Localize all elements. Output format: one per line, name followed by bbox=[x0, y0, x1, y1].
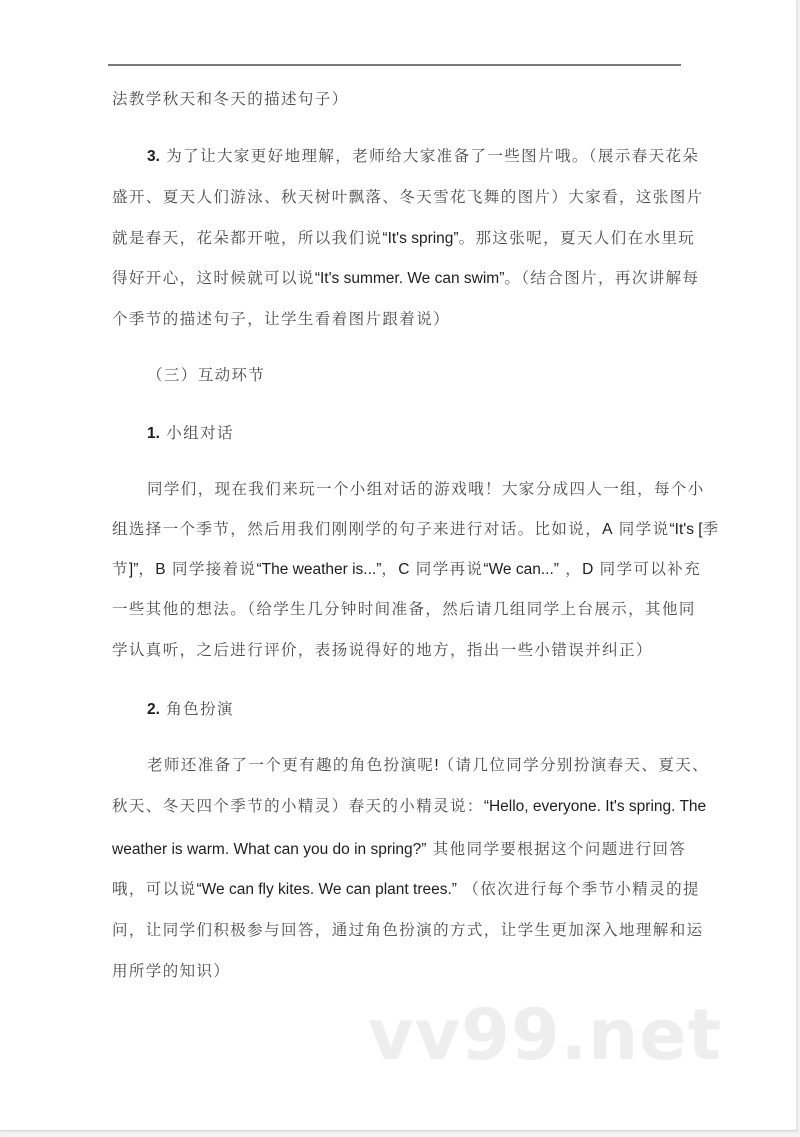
text: （依次进行每个季节小精灵的提 bbox=[456, 880, 700, 898]
english-phrase: “It's summer. We can swim” bbox=[314, 270, 505, 287]
english-letter: D bbox=[582, 561, 594, 578]
text: 个季节的描述句子，让学生看着图片跟着说） bbox=[112, 310, 451, 328]
sub1-line-5 bbox=[112, 639, 686, 661]
sub-number: 1. bbox=[147, 425, 160, 442]
text: 同学再说 bbox=[409, 560, 484, 578]
step3-line-1 bbox=[147, 145, 700, 168]
english-letter: B bbox=[155, 561, 166, 578]
text: 节 bbox=[112, 560, 129, 578]
english-phrase: ]” bbox=[128, 561, 139, 578]
text: ， bbox=[138, 560, 156, 578]
text: 为了让大家更好地理解，老师给大家准备了一些图片哦。（展示春天花朵 bbox=[166, 147, 700, 165]
sub-title: 角色扮演 bbox=[166, 700, 234, 718]
header-rule bbox=[108, 64, 681, 66]
sub1-line-3 bbox=[112, 558, 702, 581]
english-phrase: weather is warm. What can you do in spring?” bbox=[112, 841, 427, 858]
english-phrase: “The weather is...” bbox=[256, 561, 382, 578]
sub2-line-4 bbox=[112, 878, 700, 901]
continuation-line bbox=[112, 88, 686, 110]
english-letter: A bbox=[602, 521, 613, 538]
english-letter: C bbox=[398, 561, 410, 578]
text: 得好开心，这时候就可以说 bbox=[112, 269, 315, 287]
text: ， bbox=[558, 560, 583, 578]
text: 哦，可以说 bbox=[112, 880, 197, 898]
sub2-line-1 bbox=[147, 754, 710, 777]
sub2-line-2 bbox=[112, 795, 707, 818]
text: 一些其他的想法。（给学生几分钟时间准备，然后请几组同学上台展示，其他同 bbox=[112, 600, 696, 618]
text: 同学接着说 bbox=[165, 560, 257, 578]
text: （三）互动环节 bbox=[147, 366, 266, 384]
text: 同学说 bbox=[612, 520, 670, 538]
sub2-line-6 bbox=[112, 960, 686, 982]
step3-line-5 bbox=[112, 308, 686, 330]
text: 学认真听，之后进行评价，表扬说得好的地方，指出一些小错误并纠正） bbox=[112, 641, 653, 659]
text: 法教学秋天和冬天的描述句子） bbox=[112, 90, 349, 108]
watermark: vv99.net bbox=[368, 994, 723, 1076]
english-phrase: “We can...” bbox=[483, 561, 559, 578]
text: 就是春天，花朵都开啦，所以我们说 bbox=[112, 229, 383, 247]
english-phrase: “It's spring” bbox=[382, 230, 459, 247]
step3-line-2 bbox=[112, 186, 704, 208]
text: 其他同学要根据这个问题进行回答 bbox=[426, 840, 687, 858]
text: 同学们，现在我们来玩一个小组对话的游戏哦！大家分成四人一组，每个小 bbox=[147, 480, 705, 498]
step3-line-4 bbox=[112, 267, 700, 290]
sub1-line-1 bbox=[147, 478, 705, 500]
text: 秋天、冬天四个季节的小精灵）春天的小精灵说： bbox=[112, 797, 484, 815]
punct: ! bbox=[434, 757, 439, 774]
subheading-role-play bbox=[147, 698, 721, 721]
text: 问，让同学们积极参与回答，通过角色扮演的方式，让学生更加深入地理解和运 bbox=[112, 921, 704, 939]
english-phrase: “We can fly kites. We can plant trees.” bbox=[196, 881, 457, 898]
english-phrase: “Hello, everyone. It's spring. The bbox=[483, 798, 707, 815]
step3-line-3 bbox=[112, 227, 696, 250]
step-number: 3. bbox=[147, 148, 160, 165]
section-heading bbox=[147, 364, 721, 386]
text: 老师还准备了一个更有趣的角色扮演呢 bbox=[147, 756, 435, 774]
subheading-group-dialogue bbox=[147, 422, 721, 445]
sub2-line-5 bbox=[112, 919, 704, 941]
sub-number: 2. bbox=[147, 701, 160, 718]
text: ， bbox=[381, 560, 399, 578]
sub1-line-4 bbox=[112, 598, 696, 620]
text: 同学可以补充 bbox=[593, 560, 702, 578]
text: 。（结合图片，再次讲解每 bbox=[504, 269, 700, 287]
sub1-line-2 bbox=[112, 518, 720, 541]
text: 。那这张呢，夏天人们在水里玩 bbox=[458, 229, 696, 247]
text: 盛开、夏天人们游泳、秋天树叶飘落、冬天雪花飞舞的图片）大家看，这张图片 bbox=[112, 188, 704, 206]
sub2-line-3 bbox=[112, 838, 686, 861]
sub-title: 小组对话 bbox=[166, 424, 234, 442]
text: 季 bbox=[702, 520, 720, 538]
text: （请几位同学分别扮演春天、夏天、 bbox=[438, 756, 710, 774]
text: 组选择一个季节，然后用我们刚刚学的句子来进行对话。比如说， bbox=[112, 520, 603, 538]
text: 用所学的知识） bbox=[112, 962, 231, 980]
english-phrase: “It's [ bbox=[669, 521, 703, 538]
